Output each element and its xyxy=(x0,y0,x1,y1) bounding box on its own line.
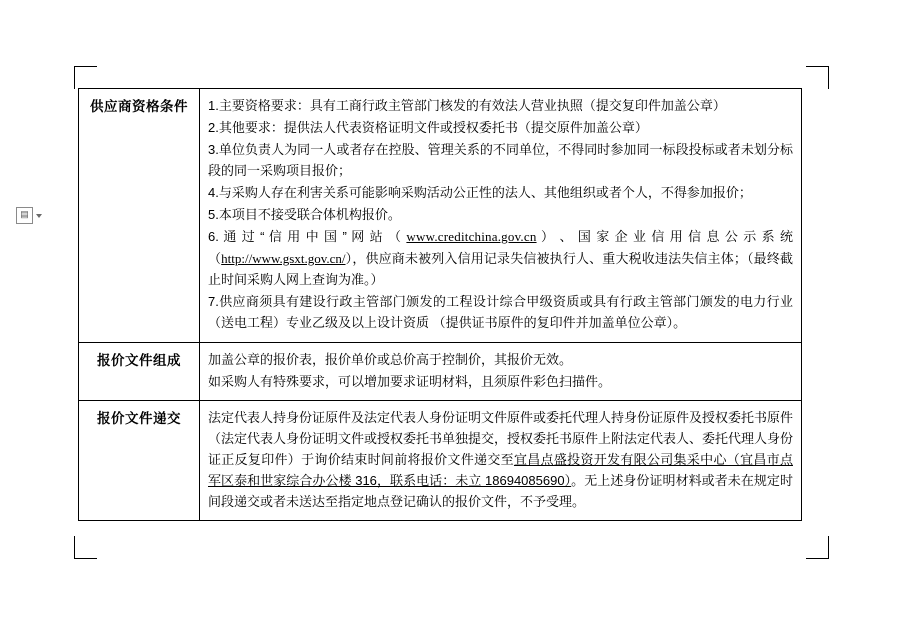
delivery-address-text: 宜昌点盛投资开发有限公司集采中心（宜昌市点军区泰和世家综合办公楼 316，联系电话：未立 18694085690） xyxy=(208,451,793,488)
qualification-item-6-line2: （http://www.gsxt.gov.cn/），供应商未被列入信用记录失信被执行人、重大税收违法失信主体；（最终截止时间采购人网上查询为准。） xyxy=(208,251,793,288)
row-content-quote-composition xyxy=(200,342,802,400)
qualification-item-5: 5.本项目不接受联合体机构报价。 xyxy=(208,207,401,223)
credit-china-link[interactable]: www.creditchina.gov.cn xyxy=(406,229,537,245)
qualification-item-4: 4.与采购人存在利害关系可能影响采购活动公正性的法人、其他组织或者个人，不得参加报价； xyxy=(208,185,752,201)
row-label-supplier-qualification: 供应商资格条件 xyxy=(79,89,200,343)
table-row xyxy=(79,400,802,520)
composition-item-1: 加盖公章的报价表，报价单价或总价高于控制价，其报价无效。 xyxy=(208,351,573,367)
qualification-item-1: 1.主要资格要求：具有工商行政主管部门核发的有效法人营业执照（提交复印件加盖公章） xyxy=(208,98,726,113)
outline-toggle-icon[interactable] xyxy=(16,207,33,224)
qualification-item-3: 3.单位负责人为同一人或者存在控股、管理关系的不同单位，不得同时参加同一标段投标或者未划分标段的同一采购项目报价； xyxy=(208,142,793,179)
requirements-table xyxy=(78,88,802,521)
crop-mark-bottom-left xyxy=(74,536,97,559)
crop-mark-top-left xyxy=(74,66,97,89)
table-row xyxy=(79,89,802,343)
composition-item-2: 如采购人有特殊要求，可以增加要求证明材料，且须原件彩色扫描件。 xyxy=(208,373,612,389)
crop-mark-bottom-right xyxy=(806,536,829,559)
row-content-quote-delivery xyxy=(200,400,802,520)
qualification-item-7: 7.供应商须具有建设行政主管部门颁发的工程设计综合甲级资质或具有行政主管部门颁发的电力行业（送电工程）专业乙级及以上设计资质 （提供证书原件的复印件并加盖单位公章）。 xyxy=(208,294,793,331)
outline-gutter-widget[interactable] xyxy=(16,207,42,224)
gsxt-link[interactable]: http://www.gsxt.gov.cn/ xyxy=(221,251,346,267)
row-label-quote-composition: 报价文件组成 xyxy=(79,342,200,400)
outline-toggle-glyph: ▤ xyxy=(20,209,29,219)
delivery-paragraph: 法定代表人持身份证原件及法定代表人身份证明文件原件或委托代理人持身份证原件及授权委托书原件（法定代表人身份证明文件或授权委托书单独提交，授权委托书原件上附法定代表人、委托代理人身份证正反复印件）于询价结束时间前将报价文件递交至宜昌点盛投资开发有限公司集采中心（宜昌市点军区泰和世家综合办公楼 316，联系电话：未立 18694085690）。无上述身份证明材料或者未在规定时间段递交或者未送达至指定地点登记确认的报价文件，不予受理。 xyxy=(208,409,794,509)
qualification-item-6-line1: 6. 通 过 “ 信 用 中 国 ” 网 站 （ www.creditchina.gov.cn ） 、 国 家 企 业 信 用 信 息 公 示 系 统 xyxy=(208,229,793,245)
row-label-quote-delivery: 报价文件递交 xyxy=(79,400,200,520)
qualification-item-2: 2.其他要求：提供法人代表资格证明文件或授权委托书（提交原件加盖公章） xyxy=(208,120,648,136)
row-content-supplier-qualification xyxy=(200,89,802,343)
chevron-down-icon[interactable] xyxy=(36,214,42,218)
table-row xyxy=(79,342,802,400)
crop-mark-top-right xyxy=(806,66,829,89)
